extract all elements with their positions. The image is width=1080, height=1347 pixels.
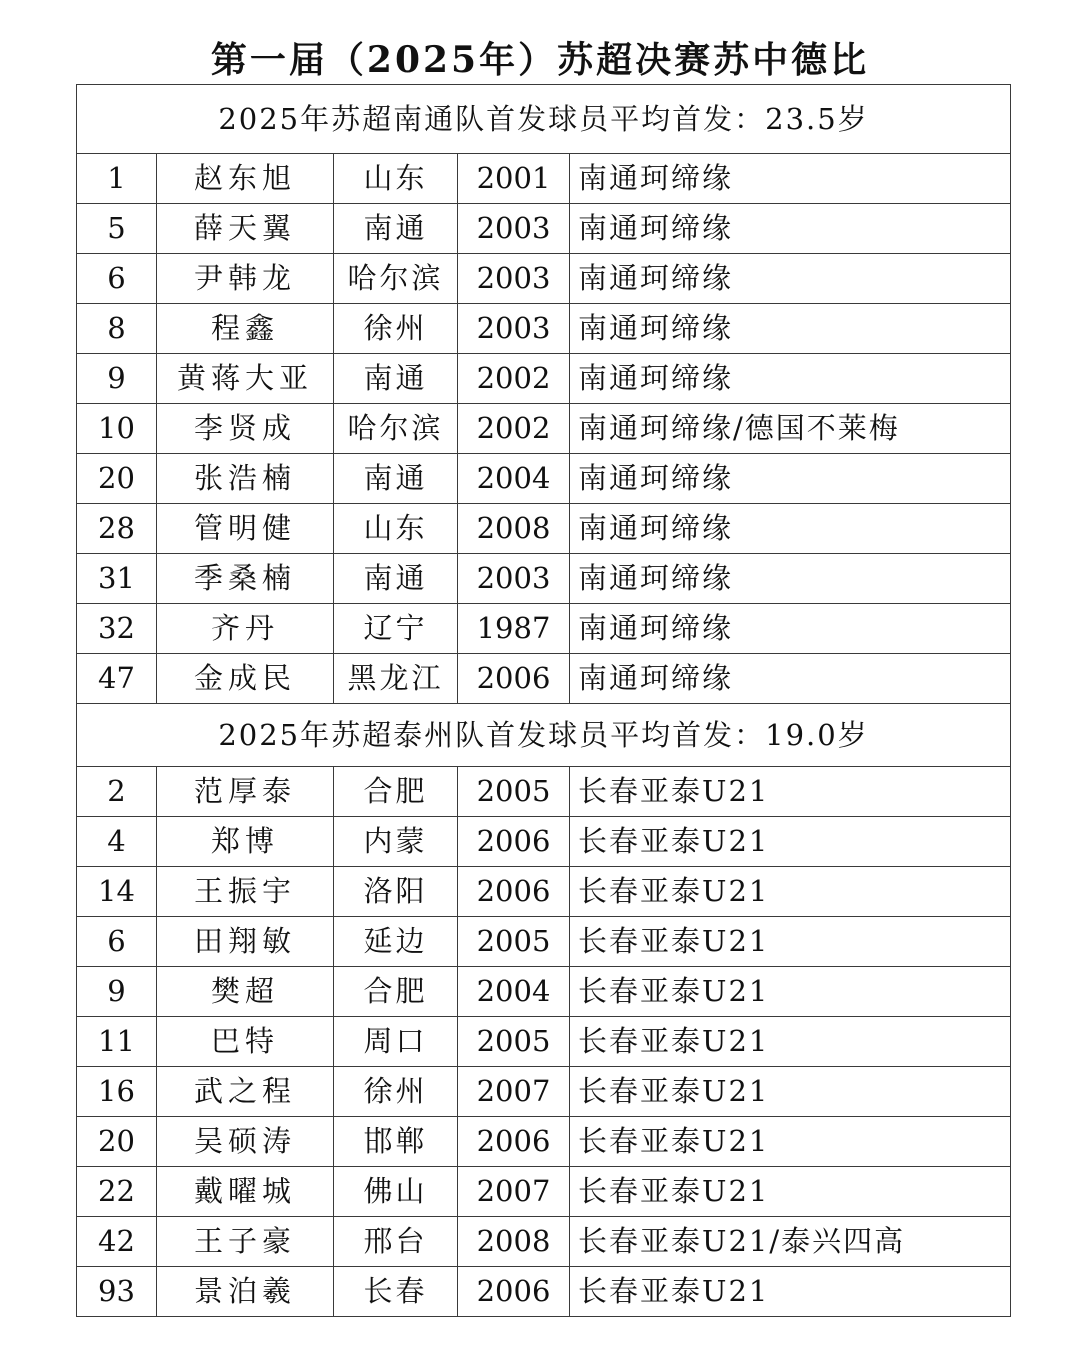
player-club: 长春亚泰U21 [570, 1017, 1011, 1067]
player-origin: 南通 [334, 204, 458, 254]
player-birth-year: 2005 [458, 1017, 570, 1067]
player-origin: 洛阳 [334, 867, 458, 917]
player-name: 田翔敏 [157, 917, 334, 967]
player-birth-year: 2002 [458, 404, 570, 454]
player-origin: 佛山 [334, 1167, 458, 1217]
player-number: 20 [77, 454, 157, 504]
table-row [77, 504, 1011, 554]
player-name: 戴曜城 [157, 1167, 334, 1217]
table-row [77, 917, 1011, 967]
player-name: 武之程 [157, 1067, 334, 1117]
player-name: 程鑫 [157, 304, 334, 354]
player-club: 南通珂缔缘 [570, 554, 1011, 604]
player-origin: 长春 [334, 1267, 458, 1317]
player-birth-year: 2006 [458, 867, 570, 917]
table-row [77, 1167, 1011, 1217]
player-name: 管明健 [157, 504, 334, 554]
player-club: 长春亚泰U21 [570, 1267, 1011, 1317]
player-club: 南通珂缔缘 [570, 204, 1011, 254]
section-heading: 2025年苏超泰州队首发球员平均首发：19.0岁 [77, 704, 1011, 767]
player-birth-year: 2005 [458, 767, 570, 817]
player-name: 巴特 [157, 1017, 334, 1067]
player-origin: 哈尔滨 [334, 254, 458, 304]
player-origin: 南通 [334, 354, 458, 404]
player-number: 5 [77, 204, 157, 254]
player-origin: 延边 [334, 917, 458, 967]
player-number: 20 [77, 1117, 157, 1167]
player-club: 南通珂缔缘/德国不莱梅 [570, 404, 1011, 454]
player-origin: 黑龙江 [334, 654, 458, 704]
player-birth-year: 2006 [458, 654, 570, 704]
player-name: 尹韩龙 [157, 254, 334, 304]
player-name: 金成民 [157, 654, 334, 704]
table-row [77, 154, 1011, 204]
player-club: 南通珂缔缘 [570, 304, 1011, 354]
player-name: 景泊羲 [157, 1267, 334, 1317]
player-origin: 合肥 [334, 767, 458, 817]
section-heading: 2025年苏超南通队首发球员平均首发：23.5岁 [77, 85, 1011, 154]
player-club: 长春亚泰U21 [570, 767, 1011, 817]
player-name: 王子豪 [157, 1217, 334, 1267]
table-row [77, 304, 1011, 354]
player-origin: 邯郸 [334, 1117, 458, 1167]
player-birth-year: 2004 [458, 454, 570, 504]
player-number: 16 [77, 1067, 157, 1117]
player-origin: 徐州 [334, 1067, 458, 1117]
player-birth-year: 1987 [458, 604, 570, 654]
player-origin: 徐州 [334, 304, 458, 354]
table-row [77, 254, 1011, 304]
player-number: 14 [77, 867, 157, 917]
player-number: 8 [77, 304, 157, 354]
player-number: 32 [77, 604, 157, 654]
table-row [77, 454, 1011, 504]
player-club: 南通珂缔缘 [570, 604, 1011, 654]
player-name: 薛天翼 [157, 204, 334, 254]
player-birth-year: 2006 [458, 1267, 570, 1317]
table-row [77, 967, 1011, 1017]
page-title: 第一届（2025年）苏超决赛苏中德比 [210, 39, 870, 81]
table-row [77, 767, 1011, 817]
player-name: 范厚泰 [157, 767, 334, 817]
player-name: 赵东旭 [157, 154, 334, 204]
table-row [77, 1267, 1011, 1317]
player-birth-year: 2006 [458, 817, 570, 867]
table-row [77, 404, 1011, 454]
player-name: 张浩楠 [157, 454, 334, 504]
player-name: 黄蒋大亚 [157, 354, 334, 404]
player-name: 王振宇 [157, 867, 334, 917]
table-row [77, 204, 1011, 254]
player-number: 9 [77, 967, 157, 1017]
player-number: 31 [77, 554, 157, 604]
player-number: 1 [77, 154, 157, 204]
player-club: 长春亚泰U21 [570, 1067, 1011, 1117]
player-birth-year: 2006 [458, 1117, 570, 1167]
player-birth-year: 2002 [458, 354, 570, 404]
player-origin: 哈尔滨 [334, 404, 458, 454]
table-row [77, 1017, 1011, 1067]
table-row [77, 354, 1011, 404]
player-number: 93 [77, 1267, 157, 1317]
player-origin: 内蒙 [334, 817, 458, 867]
player-name: 郑博 [157, 817, 334, 867]
player-origin: 周口 [334, 1017, 458, 1067]
player-birth-year: 2007 [458, 1167, 570, 1217]
player-number: 11 [77, 1017, 157, 1067]
table-row [77, 604, 1011, 654]
player-origin: 邢台 [334, 1217, 458, 1267]
player-number: 6 [77, 917, 157, 967]
player-club: 长春亚泰U21 [570, 917, 1011, 967]
player-origin: 南通 [334, 554, 458, 604]
player-number: 28 [77, 504, 157, 554]
table-row [77, 1117, 1011, 1167]
player-number: 9 [77, 354, 157, 404]
player-origin: 南通 [334, 454, 458, 504]
player-birth-year: 2003 [458, 304, 570, 354]
table-row [77, 554, 1011, 604]
player-number: 47 [77, 654, 157, 704]
player-origin: 辽宁 [334, 604, 458, 654]
player-club: 南通珂缔缘 [570, 154, 1011, 204]
section-header-row [77, 85, 1011, 154]
player-club: 南通珂缔缘 [570, 504, 1011, 554]
table-row [77, 654, 1011, 704]
player-number: 2 [77, 767, 157, 817]
player-club: 长春亚泰U21 [570, 867, 1011, 917]
player-birth-year: 2004 [458, 967, 570, 1017]
player-club: 长春亚泰U21 [570, 817, 1011, 867]
player-name: 樊超 [157, 967, 334, 1017]
player-club: 南通珂缔缘 [570, 254, 1011, 304]
player-name: 季桑楠 [157, 554, 334, 604]
player-origin: 合肥 [334, 967, 458, 1017]
player-club: 长春亚泰U21/泰兴四高 [570, 1217, 1011, 1267]
table-row [77, 1067, 1011, 1117]
player-name: 吴硕涛 [157, 1117, 334, 1167]
player-origin: 山东 [334, 154, 458, 204]
table-row [77, 817, 1011, 867]
roster-table [76, 84, 1011, 1317]
player-club: 南通珂缔缘 [570, 354, 1011, 404]
player-name: 齐丹 [157, 604, 334, 654]
player-number: 6 [77, 254, 157, 304]
player-number: 10 [77, 404, 157, 454]
player-birth-year: 2008 [458, 504, 570, 554]
table-row [77, 1217, 1011, 1267]
player-club: 长春亚泰U21 [570, 1167, 1011, 1217]
table-row [77, 867, 1011, 917]
player-birth-year: 2003 [458, 254, 570, 304]
player-number: 42 [77, 1217, 157, 1267]
player-club: 长春亚泰U21 [570, 1117, 1011, 1167]
player-birth-year: 2003 [458, 204, 570, 254]
player-name: 李贤成 [157, 404, 334, 454]
player-birth-year: 2007 [458, 1067, 570, 1117]
player-birth-year: 2001 [458, 154, 570, 204]
player-club: 长春亚泰U21 [570, 967, 1011, 1017]
player-club: 南通珂缔缘 [570, 454, 1011, 504]
player-birth-year: 2008 [458, 1217, 570, 1267]
player-origin: 山东 [334, 504, 458, 554]
section-header-row [77, 704, 1011, 767]
player-number: 22 [77, 1167, 157, 1217]
player-birth-year: 2003 [458, 554, 570, 604]
player-number: 4 [77, 817, 157, 867]
player-birth-year: 2005 [458, 917, 570, 967]
player-club: 南通珂缔缘 [570, 654, 1011, 704]
